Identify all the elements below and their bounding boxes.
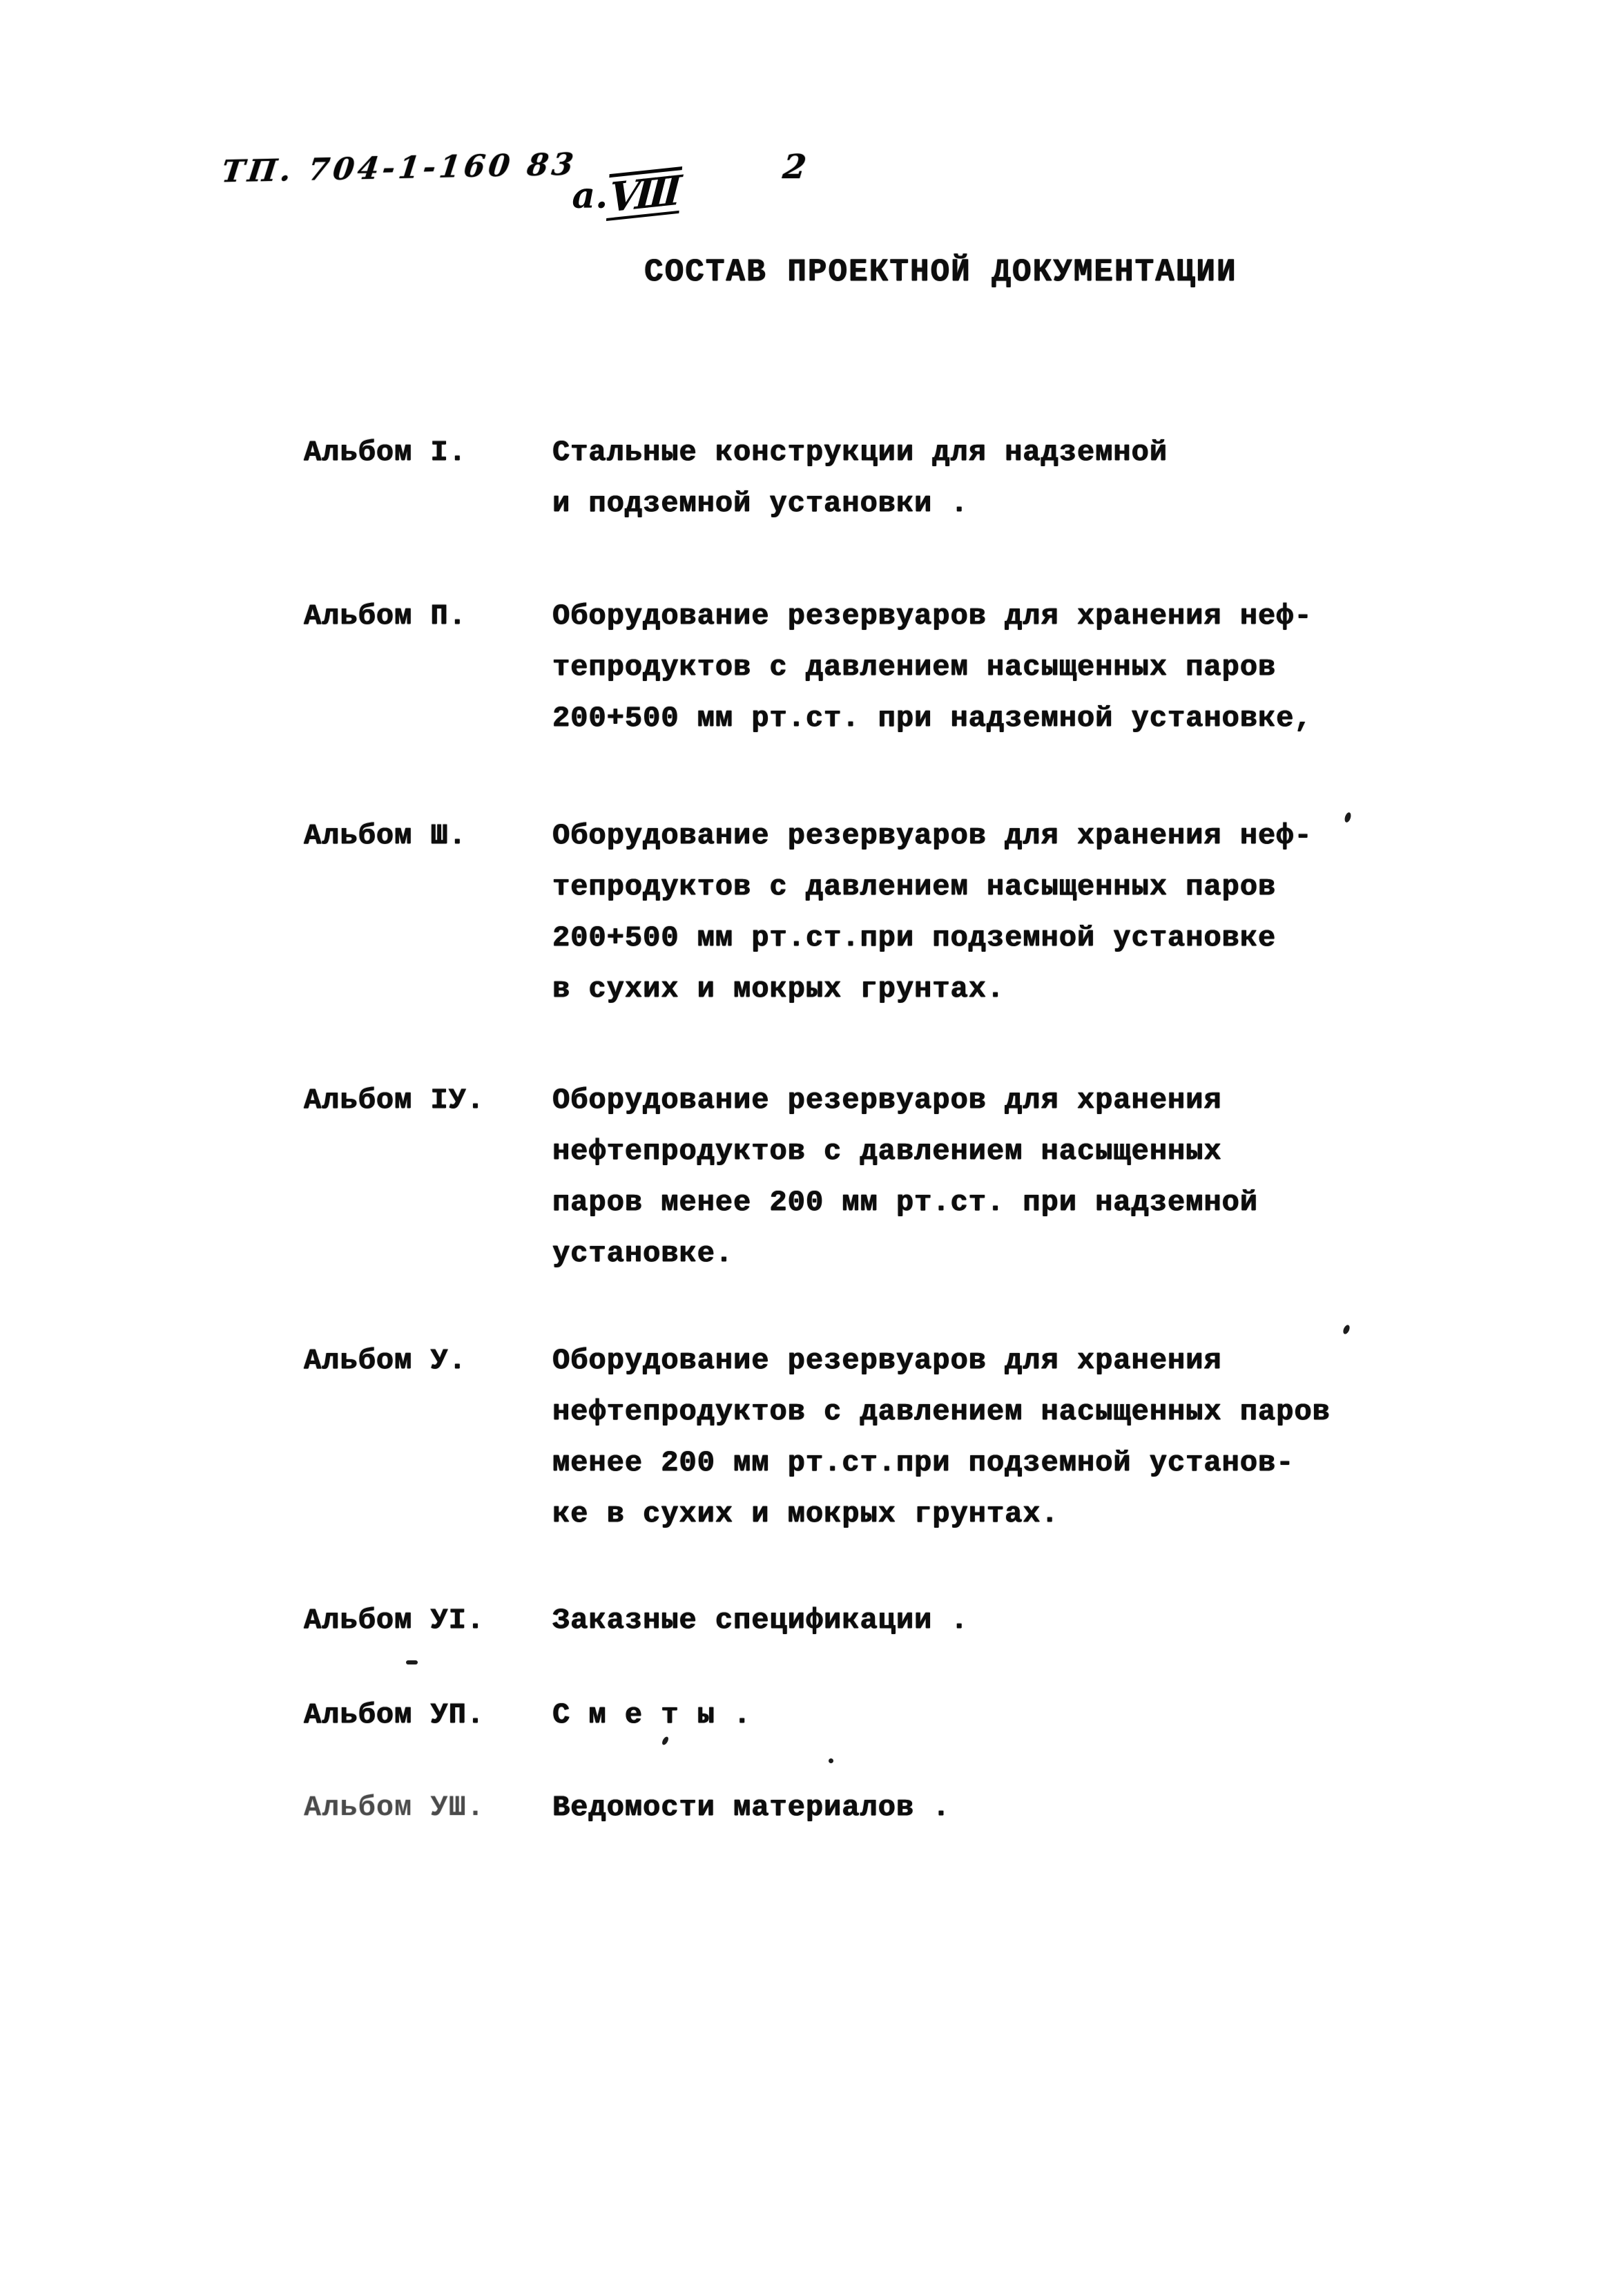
page-number: 2 <box>781 148 809 186</box>
description-line: 200+500 мм рт.ст.при подземной установке <box>552 921 1277 954</box>
description-line: Оборудование резервуаров для хранения неф- <box>552 819 1313 852</box>
album-label: Альбом У. <box>304 1344 467 1377</box>
description-line: Оборудование резервуаров для хранения <box>552 1344 1222 1377</box>
document-title: СОСТАВ ПРОЕКТНОЙ ДОКУМЕНТАЦИИ <box>644 254 1237 290</box>
ink-speck <box>829 1758 833 1763</box>
description-line: Ведомости материалов . <box>552 1791 951 1824</box>
album-label: Альбом Ш. <box>304 819 467 852</box>
description-line: тепродуктов с давлением насыщенных паров <box>552 651 1277 684</box>
doc-number: ТП. 704-1-160 83 <box>220 146 579 190</box>
description-line: тепродуктов с давлением насыщенных паров <box>552 870 1277 903</box>
album-label: Альбом IУ. <box>304 1084 485 1117</box>
album-label: Альбом УШ. <box>304 1791 485 1824</box>
description-line: Заказные спецификации . <box>552 1604 969 1637</box>
album-label: Альбом УI. <box>304 1604 485 1637</box>
album-mark-numeral: VIII <box>606 166 683 221</box>
description-line: Оборудование резервуаров для хранения <box>552 1084 1222 1117</box>
description-line: менее 200 мм рт.ст.при подземной установ- <box>552 1446 1295 1479</box>
description-line: 200+500 мм рт.ст. при надземной установке, <box>552 702 1313 735</box>
album-mark-prefix: а. <box>572 175 608 217</box>
ink-speck <box>406 1660 418 1664</box>
ink-speck <box>1344 812 1352 823</box>
album-label: Альбом П. <box>304 599 467 633</box>
description-line: в сухих и мокрых грунтах. <box>552 972 1005 1006</box>
description-line: ке в сухих и мокрых грунтах. <box>552 1497 1059 1530</box>
description-line: паров менее 200 мм рт.ст. при надземной <box>552 1186 1258 1219</box>
description-line: установке. <box>552 1237 734 1270</box>
description-line: нефтепродуктов с давлением насыщенных паров <box>552 1395 1331 1428</box>
album-label: Альбом УП. <box>304 1698 485 1731</box>
description-line: Оборудование резервуаров для хранения неф- <box>552 599 1313 633</box>
description-line: и подземной установки . <box>552 487 969 520</box>
description-line: С м е т ы . <box>552 1698 752 1731</box>
description-line: Стальные конструкции для надземной <box>552 436 1168 469</box>
album-volume-mark <box>522 128 682 259</box>
album-label: Альбом I. <box>304 436 467 469</box>
ink-speck <box>1342 1324 1351 1335</box>
description-line: нефтепродуктов с давлением насыщенных <box>552 1135 1222 1168</box>
